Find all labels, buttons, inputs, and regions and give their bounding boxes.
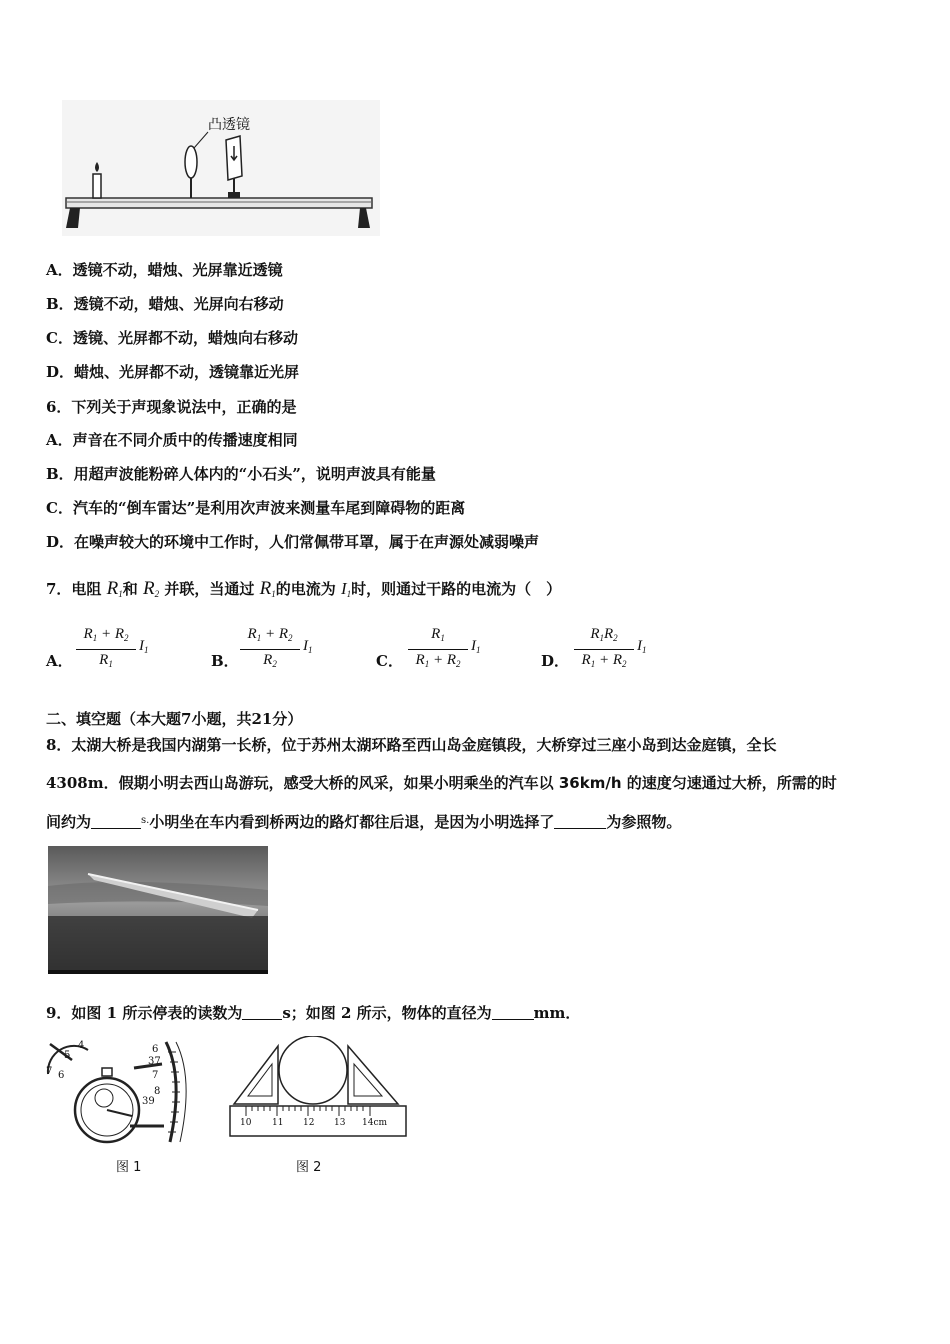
ruler-tick-10: 10 (240, 1118, 252, 1128)
q6-option-a: A．声音在不同介质中的传播速度相同 (46, 431, 298, 449)
q8-blank-time[interactable] (91, 814, 141, 829)
ruler-tick-14cm: 14cm (362, 1118, 388, 1128)
q9-blank-diameter[interactable] (492, 1005, 534, 1020)
scale-tick-37: 37 (148, 1056, 161, 1067)
q5-option-c: C．透镜、光屏都不动，蜡烛向右移动 (46, 329, 298, 347)
section-2-title: 二、填空题（本大题7小题，共21分） (46, 710, 303, 728)
q7-option-d-formula: $R_1R_2$ $R_1 + R_2$ $I_1$ (574, 626, 654, 676)
q8-line-1: 8．太湖大桥是我国内湖第一长桥，位于苏州太湖环路至西山岛金庭镇段，大桥穿过三座小岛到达金庭镇，全长 (46, 736, 777, 754)
q7-i1: $I_1$ (340, 579, 352, 599)
q6-option-c: C．汽车的“倒车雷达”是利用次声波来测量车尾到障碍物的距离 (46, 499, 466, 517)
q5-option-b: B．透镜不动，蜡烛、光屏向右移动 (46, 295, 284, 313)
bridge-photo-drawing (48, 846, 268, 974)
lens-label: 凸透镜 (208, 117, 250, 133)
scale-tick-8: 8 (154, 1086, 161, 1097)
q7-r1-b: $R_1$ (259, 578, 276, 599)
stopwatch-figure (44, 1038, 194, 1178)
figure-1-caption: 图 1 (116, 1160, 142, 1175)
q7-r2: $R_2$ (143, 578, 160, 599)
q6-option-d: D．在噪声较大的环境中工作时，人们常佩带耳罩，属于在声源处减弱噪声 (46, 533, 540, 551)
q8-line-2: 4308m．假期小明去西山岛游玩，感受大桥的风采，如果小明乘坐的汽车以 36km/h 的速度匀速通过大桥，所需的时 (46, 774, 837, 792)
dial-tick-5: 5 (64, 1050, 71, 1061)
q8-line-3: 间约为 $^{s.}$小明坐在车内看到桥两边的路灯都往后退，是因为小明选择了 为参照物。 (46, 813, 682, 831)
q7-option-b-label: B． (211, 652, 239, 670)
figure-2-caption: 图 2 (296, 1160, 322, 1175)
q8-blank-reference[interactable] (554, 814, 606, 829)
ruler-figure (226, 1036, 410, 1178)
q6-option-b: B．用超声波能粉碎人体内的“小石头”，说明声波具有能量 (46, 465, 436, 483)
q5-option-a: A．透镜不动，蜡烛、光屏靠近透镜 (46, 261, 283, 279)
dial-tick-4: 4 (78, 1040, 85, 1051)
q6-stem: 6．下列关于声现象说法中，正确的是 (46, 398, 297, 416)
q5-option-d: D．蜡烛、光屏都不动，透镜靠近光屏 (46, 363, 300, 381)
ruler-tick-12: 12 (303, 1118, 315, 1128)
q7-num: 7．电阻 (46, 580, 102, 598)
q7-option-d-label: D． (541, 652, 570, 670)
q9-blank-stopwatch[interactable] (242, 1005, 282, 1020)
optical-bench-figure (62, 100, 380, 236)
scale-tick-6: 6 (152, 1044, 159, 1055)
q7-option-a-formula: $R_1 + R_2$ $R_1$ $I_1$ (76, 626, 156, 676)
dial-tick-6: 6 (58, 1070, 65, 1081)
q7-option-b-formula: $R_1 + R_2$ $R_2$ $I_1$ (240, 626, 320, 676)
scale-tick-7: 7 (152, 1070, 159, 1081)
ruler-tick-11: 11 (272, 1118, 284, 1128)
ruler-tick-13: 13 (334, 1118, 346, 1128)
scale-tick-39: 39 (142, 1096, 155, 1107)
q7-option-c-label: C． (376, 652, 403, 670)
q7-r1: $R_1$ (106, 578, 123, 599)
q7-option-c-formula: $R_1$ $R_1 + R_2$ $I_1$ (408, 626, 488, 676)
q7-stem: 7．电阻 $R_1$和 $R_2$ 并联，当通过 $R_1$的电流为 $I_1$时，则通过干路的电流为（ ） (46, 578, 562, 599)
dial-tick-7: 7 (46, 1066, 53, 1077)
q9-stem: 9．如图 1 所示停表的读数为 s；如图 2 所示，物体的直径为 mm． (46, 1004, 581, 1022)
q7-option-a-label: A． (46, 652, 73, 670)
bridge-photo (48, 846, 268, 974)
